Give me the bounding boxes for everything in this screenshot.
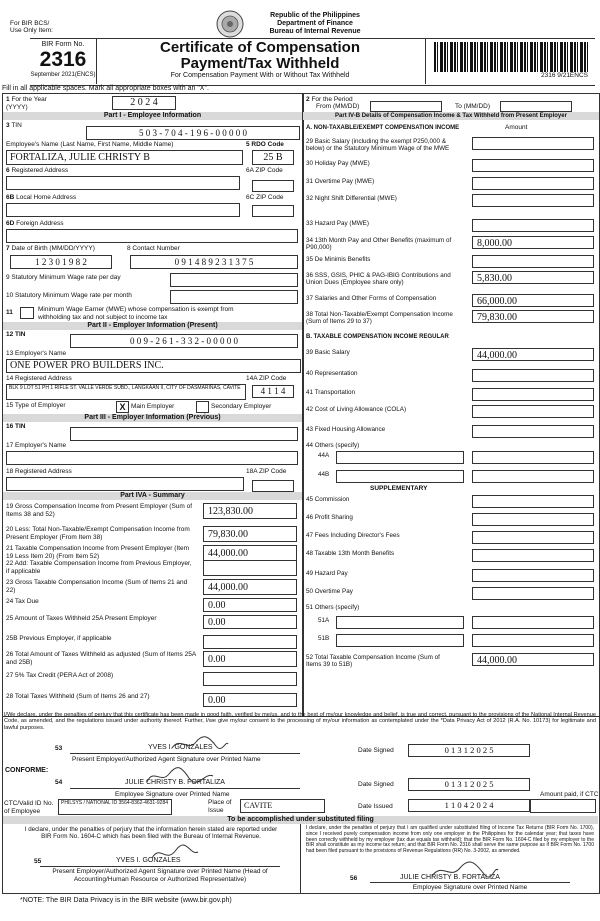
detail-item-label: 48 Taxable 13th Month Benefits: [306, 550, 395, 557]
employer-tin-field[interactable]: 0 0 9 - 2 6 1 - 3 3 2 - 0 0 0 0 0: [70, 334, 298, 348]
rdo-field[interactable]: 25 B: [252, 150, 294, 165]
detail-item-value[interactable]: 8,000.00: [472, 236, 594, 249]
summary-item-value[interactable]: [203, 560, 297, 576]
summary-item-value[interactable]: [203, 672, 297, 686]
sig54-caption: Employee Signature over Printed Name: [115, 791, 230, 798]
employer-tin-label: 12 TIN: [6, 331, 26, 338]
detail-item-label: 41 Transportation: [306, 389, 356, 396]
section-b-label: B. TAXABLE COMPENSATION INCOME REGULAR: [306, 334, 449, 340]
form-version: September 2021(ENCS): [30, 72, 96, 78]
place-label: Place of Issue: [208, 799, 232, 814]
registered-address-field[interactable]: [6, 176, 240, 190]
sig55-name: YVES I. GONZALES: [116, 857, 181, 864]
detail-item-label: 51 Others (specify): [306, 604, 360, 611]
date-issued-field[interactable]: 1 1 0 4 2 0 2 4: [408, 799, 530, 812]
employer-zip-label: 14A ZIP Code: [246, 375, 287, 382]
employer-type-label: 15 Type of Employer: [6, 402, 66, 409]
summary-item-label: 19 Gross Compensation Income from Present Employer (Sum of Items 38 and 52): [6, 503, 193, 518]
min-wage-day-label: 9 Statutory Minimum Wage rate per day: [6, 274, 121, 281]
detail-item-label: 37 Salaries and Other Forms of Compensation: [306, 295, 437, 302]
dob-field[interactable]: 1 2 3 0 1 9 8 2: [10, 255, 112, 269]
prev-employer-tin-label: 16 TIN: [6, 423, 26, 430]
employer-name-field[interactable]: ONE POWER PRO BUILDERS INC.: [6, 359, 301, 373]
date-signed-label-1: Date Signed: [358, 747, 394, 754]
detail-item-label: 40 Representation: [306, 370, 358, 377]
contact-field[interactable]: 0 9 1 4 8 9 2 3 1 3 7 5: [130, 255, 298, 269]
detail-item-value[interactable]: [472, 405, 594, 418]
detail-item-label: 29 Basic Salary (including the exempt P250,000 & below) or the Statutory Minimum Wage of the MWE: [306, 138, 450, 152]
substituted-filing-header: To be accomplished under substituted filing: [3, 816, 598, 824]
sig55-caption: Present Employer/Authorized Agent Signature over Printed Name (Head of Accounting/Human Resource or Authorized Representative): [52, 868, 268, 883]
detail-item-label: 31 Overtime Pay (MWE): [306, 178, 375, 185]
form-title-1: Certificate of Compensation: [159, 39, 361, 56]
detail-item-label: 51B: [318, 635, 330, 642]
detail-item-specify-field[interactable]: [336, 451, 464, 464]
prev-employer-address-label: 18 Registered Address: [6, 468, 72, 475]
zip-6c-field[interactable]: [252, 205, 294, 217]
prev-employer-tin-field[interactable]: [70, 427, 298, 441]
sig53-signature-icon: [170, 734, 230, 754]
detail-item-label: 47 Fees Including Director's Fees: [306, 532, 400, 539]
employee-name-label: Employee's Name (Last Name, First Name, Middle Name): [6, 141, 174, 148]
summary-item-label: 28 Total Taxes Withheld (Sum of Items 26 and 27): [6, 693, 150, 700]
summary-item-label: 26 Total Amount of Taxes Withheld as adjusted (Sum of Items 25A and 25B): [6, 651, 196, 666]
rdo-label: 5 RDO Code: [246, 141, 284, 148]
sig56-num: 56: [350, 875, 358, 882]
dob-label: 7 Date of Birth (MM/DD/YYYY): [6, 245, 95, 252]
detail-item-value[interactable]: [472, 369, 594, 382]
supplementary-label: SUPPLEMENTARY: [370, 485, 428, 492]
summary-item-value[interactable]: 0.00: [203, 598, 297, 612]
detail-item-label: 42 Cost of Living Allowance (COLA): [306, 406, 407, 413]
summary-item-label: 27 5% Tax Credit (PERA Act of 2008): [6, 672, 114, 679]
detail-item-label: 51A: [318, 617, 330, 624]
main-employer-checkbox[interactable]: X: [116, 401, 129, 413]
summary-item-value[interactable]: 79,830.00: [203, 526, 297, 542]
summary-item-label: 22 Add: Taxable Compensation Income from Previous Employer, if applicable: [6, 560, 192, 575]
detail-item-value[interactable]: [472, 569, 594, 582]
form-no: 2316: [39, 48, 87, 71]
part4b-header: Part IV-B Details of Compensation Income & Tax Withheld from Present Employer: [303, 112, 599, 120]
summary-item-label: 20 Less: Total Non-Taxable/Exempt Compensation Income from Present Employer (From Item 38): [6, 526, 190, 541]
form-no-label: BIR Form No.: [41, 41, 85, 48]
employer-zip-field[interactable]: 4 1 1 4: [252, 385, 294, 398]
period-to-field[interactable]: [500, 101, 572, 112]
registered-address-label: 6 Registered Address: [6, 167, 69, 174]
detail-item-value[interactable]: [472, 531, 594, 544]
foreign-address-field[interactable]: [6, 229, 298, 243]
barcode-box: [425, 38, 596, 84]
detail-item-label: 46 Profit Sharing: [306, 514, 353, 521]
summary-item-value[interactable]: [203, 635, 297, 649]
detail-item-label: 30 Holiday Pay (MWE): [306, 160, 370, 167]
min-wage-day-field[interactable]: [170, 273, 298, 287]
year-label: 1 For the Year (YYYY): [6, 96, 47, 111]
zip-6a-label: 6A ZIP Code: [246, 167, 283, 174]
mwe-checkbox[interactable]: [20, 307, 34, 319]
summary-item-label: 25 Amount of Taxes Withheld 25A Present Employer: [6, 615, 157, 622]
detail-item-value[interactable]: [472, 425, 594, 438]
detail-item-label: 45 Commission: [306, 496, 350, 503]
detail-item-value[interactable]: [472, 219, 594, 232]
detail-item-value[interactable]: [472, 177, 594, 190]
detail-item-value[interactable]: [472, 495, 594, 508]
summary-item-value[interactable]: 123,830.00: [203, 503, 297, 519]
section-a-label: A. NON-TAXABLE/EXEMPT COMPENSATION INCOME: [306, 125, 460, 131]
detail-item-value[interactable]: [472, 616, 594, 629]
detail-item-value[interactable]: 5,830.00: [472, 271, 594, 284]
prev-employer-address-field[interactable]: [6, 477, 244, 491]
detail-item-value[interactable]: [472, 634, 594, 647]
tin-label: 3 TIN: [6, 122, 22, 129]
employer-name-label: 13 Employer's Name: [6, 350, 67, 357]
local-address-label: 6B Local Home Address: [6, 194, 77, 201]
form-number-box: [30, 38, 97, 84]
from-label: From (MM/DD): [316, 103, 360, 110]
summary-item-value[interactable]: 0.00: [203, 651, 297, 667]
employee-declaration: I declare, under the penalties of perjury that I am qualified under substituted filing of Income Tax Returns (BIR Form No. 1700), since I received purely compensation income from only one employer in the Philippines for the calendar year; that taxes have been correctly withheld by my employer (tax due equals tax withheld); that the BIR Form No. 1604-C filed by my employer to the BIR shall constitute as my income tax return; and that BIR Form No. 2316 shall serve the same purpose as if BIR Form No. 1700 had been filed pursuant to the provisions of Revenue Regulations (RR) No. 3-2002, as amended.: [306, 825, 594, 855]
sig56-name: JULIE CHRISTY B. FORTALIZA: [400, 874, 500, 881]
year-field[interactable]: 2 0 2 4: [112, 96, 176, 110]
part1-header: Part I - Employee Information: [3, 112, 302, 120]
detail-item-label: 44 Others (specify): [306, 442, 360, 449]
department-text: Department of Finance: [277, 20, 353, 27]
detail-item-label: 32 Night Shift Differential (MWE): [306, 195, 397, 202]
prev-employer-name-field[interactable]: [6, 451, 298, 465]
bir-use-only: For BIR BCS/ Use Only Item:: [10, 20, 53, 34]
amount-paid-field[interactable]: [530, 799, 596, 813]
sig56-signature-icon: [430, 860, 500, 882]
local-address-field[interactable]: [6, 203, 240, 217]
sig56-caption: Employee Signature over Printed Name: [412, 884, 528, 891]
part3-header: Part III - Employer Information (Previous): [3, 414, 302, 422]
detail-item-value[interactable]: [472, 587, 594, 600]
detail-item-value[interactable]: [472, 513, 594, 526]
sig54-num: 54: [55, 779, 63, 786]
min-wage-month-field[interactable]: [170, 290, 298, 304]
detail-item-value[interactable]: 44,000.00: [472, 653, 594, 666]
barcode-code: 2316 9/21ENCS: [541, 72, 588, 79]
detail-item-specify-field[interactable]: [336, 634, 464, 647]
place-field[interactable]: CAVITE: [240, 799, 325, 813]
detail-item-value[interactable]: 44,000.00: [472, 348, 594, 361]
detail-item-value[interactable]: [472, 255, 594, 268]
detail-item-label: 43 Fixed Housing Allowance: [306, 426, 386, 433]
employer-address-label: 14 Registered Address: [6, 375, 72, 382]
detail-item-value[interactable]: [472, 549, 594, 562]
secondary-employer-label: Secondary Employer: [211, 403, 272, 410]
detail-item-label: 33 Hazard Pay (MWE): [306, 220, 369, 227]
amount-paid-ctc-label: Amount paid, if CTC: [540, 791, 599, 798]
employer-declaration: I declare, under the penalties of perjury that the information herein stated are reported under BIR Form No. 1604-C which has been filed with the Bureau of Internal Revenue.: [24, 826, 278, 840]
detail-item-label: 52 Total Taxable Compensation Income (Sum of Items 39 to 51B): [306, 654, 440, 668]
period-from-field[interactable]: [370, 101, 442, 112]
employer-address-field[interactable]: BLK 9 LOT 51 PH 1 RIFLE ST. VALLE VERDE SUBD., LANGKAAN II, CITY OF DASMARIÑAS, CAVITE: [6, 384, 246, 400]
summary-item-label: 21 Taxable Compensation Income from Present Employer (Item 19 Less Item 20) (From Item 52): [6, 545, 190, 560]
to-label: To (MM/DD): [455, 103, 491, 110]
amount-label: Amount: [505, 124, 528, 131]
detail-item-value[interactable]: [472, 451, 594, 464]
summary-item-value[interactable]: 0.00: [203, 615, 297, 629]
sig55-signature-icon: [150, 844, 200, 864]
summary-item-label: 23 Gross Taxable Compensation Income (Sum of Items 21 and 22): [6, 579, 188, 594]
detail-item-value[interactable]: [472, 159, 594, 172]
employee-tin-field[interactable]: 5 0 3 - 7 0 4 - 1 9 6 - 0 0 0 0 0: [86, 126, 300, 140]
form-subtitle: For Compensation Payment With or Without Tax Withheld: [170, 72, 350, 79]
declaration-text: I/We declare, under the penalties of perjury that this certificate has been made in good faith, verified by me/us, and to the best of my/our knowledge and belief, is true and correct, pursuant to the provisions of the National Internal Revenue Code, as amended, and the regulations issued under authority thereof. Further, I/we give my/our consent to the processing of my/our information as contemplated under the *Data Privacy Act of 2012 (R.A. No. 10173) for legitimate and lawful purposes.: [4, 712, 596, 731]
detail-item-label: 38 Total Non-Taxable/Exempt Compensation Income (Sum of Items 29 to 37): [306, 311, 453, 325]
detail-item-value[interactable]: 79,830.00: [472, 310, 594, 323]
date-issued-label: Date Issued: [358, 803, 393, 810]
foreign-address-label: 6D Foreign Address: [6, 220, 64, 227]
sig53-name: YVES I. GONZALES: [148, 744, 213, 751]
detail-item-label: 44A: [318, 452, 330, 459]
date-signed-field-2[interactable]: 0 1 3 1 2 0 2 5: [408, 778, 530, 791]
detail-item-value[interactable]: [472, 470, 594, 483]
detail-item-specify-field[interactable]: [336, 470, 464, 483]
sig53-num: 53: [55, 745, 63, 752]
detail-item-specify-field[interactable]: [336, 616, 464, 629]
detail-item-value[interactable]: [472, 137, 594, 150]
employee-name-field[interactable]: FORTALIZA, JULIE CHRISTY B: [6, 150, 243, 165]
zip-6c-label: 6C ZIP Code: [246, 194, 284, 201]
ctc-label: CTC/Valid ID No. of Employee: [4, 800, 54, 815]
zip-6a-field[interactable]: [252, 180, 294, 192]
bureau-text: Bureau of Internal Revenue: [269, 28, 361, 35]
barcode: [434, 42, 588, 72]
privacy-note: *NOTE: The BIR Data Privacy is in the BIR website (www.bir.gov.ph): [20, 897, 232, 904]
fill-instructions: Fill in all applicable spaces. Mark all appropriate boxes with an "X".: [2, 85, 209, 92]
detail-item-label: 35 De Minimis Benefits: [306, 256, 371, 263]
ctc-field[interactable]: PHILSYS / NATIONAL ID 3564-8362-4631-9284: [58, 799, 172, 815]
period-label: 2 For the Period: [306, 96, 353, 103]
min-wage-month-label: 10 Statutory Minimum Wage rate per month: [6, 292, 132, 299]
prev-employer-zip-field[interactable]: [252, 480, 294, 492]
detail-item-label: 36 SSS, GSIS, PHIC & PAG-IBIG Contributions and Union Dues (Employee share only): [306, 272, 451, 286]
detail-item-label: 39 Basic Salary: [306, 349, 350, 356]
secondary-employer-checkbox[interactable]: [196, 401, 209, 413]
conforme-label: CONFORME:: [5, 767, 49, 774]
date-signed-field-1[interactable]: 0 1 3 1 2 0 2 5: [408, 744, 530, 757]
detail-item-value[interactable]: 66,000.00: [472, 294, 594, 307]
main-employer-label: Main Employer: [131, 403, 175, 410]
prev-employer-name-label: 17 Employer's Name: [6, 442, 67, 449]
sig54-signature-icon: [145, 764, 215, 788]
contact-label: 8 Contact Number: [127, 245, 180, 252]
detail-item-label: 49 Hazard Pay: [306, 570, 348, 577]
sig53-caption: Present Employer/Authorized Agent Signature over Printed Name: [72, 756, 261, 763]
detail-item-value[interactable]: [472, 194, 594, 207]
summary-item-value[interactable]: 44,000.00: [203, 579, 297, 595]
part2-header: Part II - Employer Information (Present): [3, 322, 302, 330]
part4a-header: Part IVA - Summary: [3, 492, 302, 500]
sig54-name: JULIE CHRISTY B. FORTALIZA: [125, 779, 225, 786]
mwe-label: Minimum Wage Earner (MWE) whose compensation is exempt from withholding tax and not subject to income tax: [38, 306, 234, 321]
date-signed-label-2: Date Signed: [358, 781, 394, 788]
prev-employer-zip-label: 18A ZIP Code: [246, 468, 287, 475]
bir-seal-icon: [216, 10, 244, 38]
sig55-num: 55: [34, 858, 42, 865]
detail-item-label: 50 Overtime Pay: [306, 588, 353, 595]
detail-item-label: 44B: [318, 471, 330, 478]
republic-text: Republic of the Philippines: [270, 12, 360, 19]
summary-item-value[interactable]: 44,000.00: [203, 545, 297, 561]
summary-item-label: 25B Previous Employer, if applicable: [6, 635, 112, 642]
detail-item-value[interactable]: [472, 388, 594, 401]
form-title-2: Payment/Tax Withheld: [180, 55, 340, 72]
detail-item-label: 34 13th Month Pay and Other Benefits (maximum of P90,000): [306, 237, 452, 251]
summary-item-label: 24 Tax Due: [6, 598, 39, 605]
summary-item-value[interactable]: 0.00: [203, 693, 297, 707]
